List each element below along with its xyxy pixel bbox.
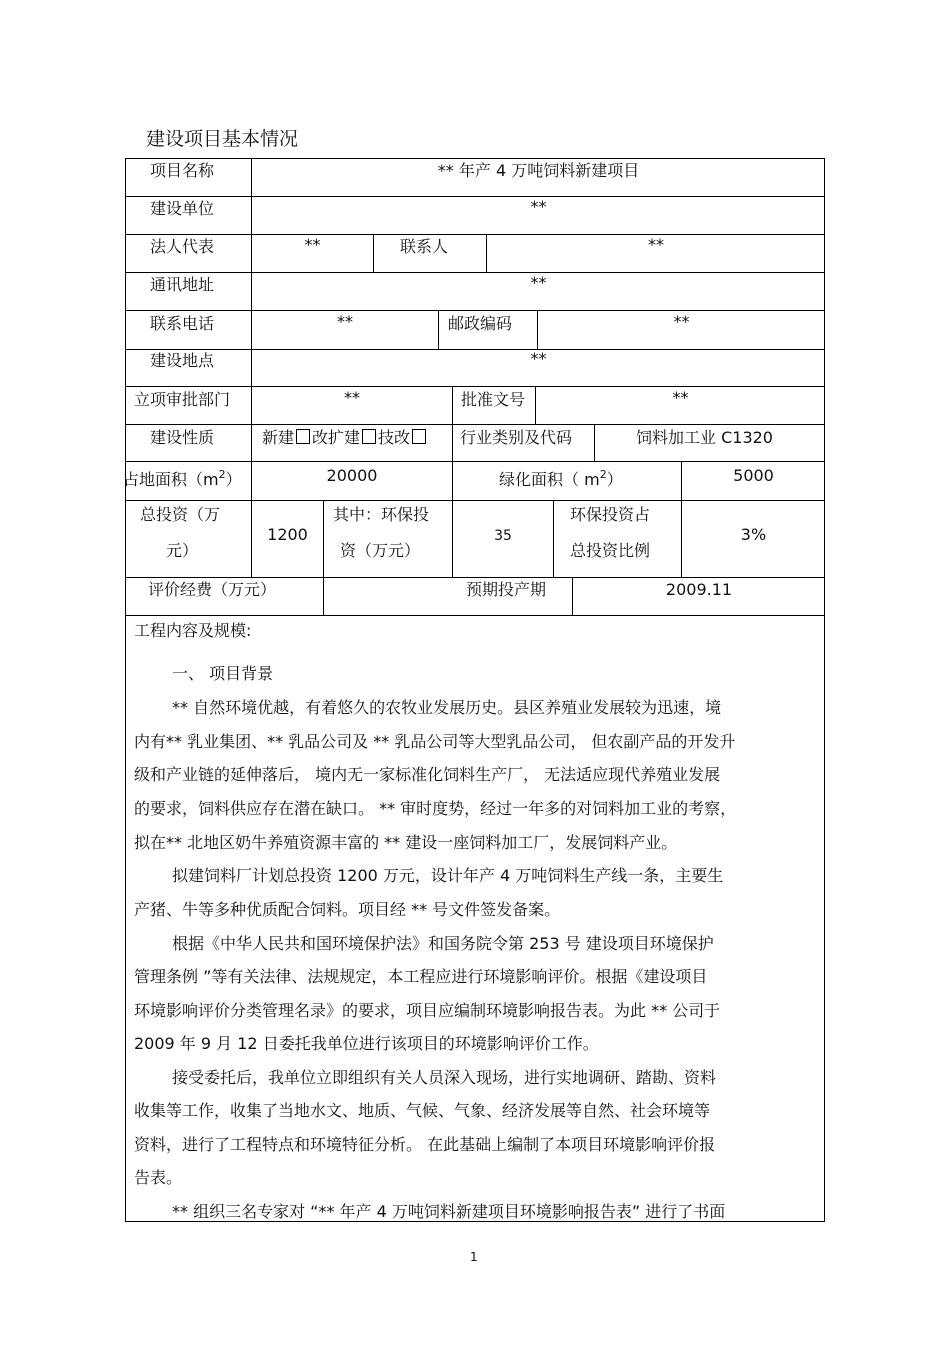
project-name-label: 项目名称 [150, 161, 215, 180]
table-rule [438, 310, 439, 349]
nature-options [262, 428, 428, 448]
industry-value: 饲料加工业 C1320 [636, 428, 773, 447]
paragraph-line: 拟在** 北地区奶牛养殖资源丰富的 ** 建设一座饲料加工厂，发展饲料产业。 [134, 833, 678, 852]
table-rule [452, 386, 453, 577]
env-ratio-label-2: 总投资比例 [570, 541, 651, 560]
builder-label: 建设单位 [150, 199, 215, 218]
paragraph-line: 拟建饲料厂计划总投资 1200 万元，设计年产 4 万吨饲料生产线一条，主要生 [172, 866, 724, 885]
legal-rep-value: ** [304, 235, 321, 254]
address-value: ** [530, 273, 547, 292]
nature-label: 建设性质 [150, 428, 215, 447]
industry-label: 行业类别及代码 [460, 428, 573, 447]
approval-doc-label: 批准文号 [461, 390, 526, 409]
address-label: 通讯地址 [150, 275, 215, 294]
eval-fee-label: 评价经费（万元） [148, 580, 277, 599]
legal-rep-label: 法人代表 [150, 237, 215, 256]
production-value: 2009.11 [665, 580, 733, 599]
paragraph-line: 收集等工作，收集了当地水文、地质、气候、气象、经济发展等自然、社会环境等 [134, 1101, 711, 1120]
nature-new-label: 新建 [262, 428, 295, 447]
env-ratio-value: 3% [740, 525, 767, 544]
phone-label: 联系电话 [150, 314, 215, 333]
paragraph-line: 级和产业链的延伸落后， 境内无一家标准化饲料生产厂， 无法适应现代养殖业发展 [134, 765, 721, 784]
project-name-value: ** 年产 4 万吨饲料新建项目 [437, 161, 640, 180]
paragraph-line: ** 组织三名专家对 “** 年产 4 万吨饲料新建项目环境影响报告表” 进行了书面 [172, 1202, 726, 1221]
site-value: ** [530, 349, 547, 368]
paragraph-line: 内有** 乳业集团、** 乳品公司及 ** 乳品公司等大型乳品公司， 但农副产品的开发升 [134, 732, 736, 751]
paragraph-line: 告表。 [134, 1168, 183, 1187]
land-area-value: 20000 [326, 466, 378, 485]
table-rule [125, 577, 825, 578]
production-label: 预期投产期 [466, 580, 547, 599]
land-area-label: 占地面积$(m^2)$ [123, 468, 242, 489]
contact-label: 联系人 [400, 237, 449, 256]
site-label: 建设地点 [150, 351, 215, 370]
section-heading: 建设项目基本情况 [146, 128, 299, 150]
section-title: 一、 项目背景 [172, 664, 274, 683]
table-rule [553, 500, 554, 577]
table-rule [125, 386, 825, 387]
postcode-label: 邮政编码 [448, 314, 513, 333]
table-rule [125, 310, 825, 311]
env-invest-label-2: 资（万元） [340, 541, 421, 560]
paragraph-line: 根据《中华人民共和国环境保护法》和国务院令第 253 号 建设项目环境保护 [172, 934, 714, 953]
table-rule [323, 500, 324, 615]
builder-value: ** [530, 197, 547, 216]
table-rule [373, 234, 374, 272]
nature-rebuild-label: 改扩建 [312, 428, 361, 447]
paragraph-line: 2009 年 9 月 12 日委托我单位进行该项目的环境影响评价工作。 [134, 1034, 599, 1053]
total-invest-label: 总投资（万 [140, 505, 221, 524]
approval-dept-value: ** [344, 388, 360, 407]
table-rule [125, 461, 825, 462]
content-title: 工程内容及规模: [134, 621, 252, 640]
total-invest-label-2: 元） [166, 541, 199, 560]
page-number: 1 [470, 1250, 478, 1264]
table-rule [125, 615, 825, 616]
nature-tech-label: 技改 [378, 428, 411, 447]
paragraph-line: 管理条例 ”等有关法律、法规规定，本工程应进行环境影响评价。根据《建设项目 [134, 967, 708, 986]
table-rule [125, 424, 825, 425]
env-ratio-label: 环保投资占 [570, 505, 651, 524]
paragraph-line: 的要求，饲料供应存在潜在缺口。 ** 审时度势，经过一年多的对饲料加工业的考察， [134, 799, 737, 818]
total-invest-value: 1200 [267, 525, 308, 544]
approval-dept-label: 立项审批部门 [134, 390, 231, 409]
paragraph-line: ** 自然环境优越，有着悠久的农牧业发展历史。县区养殖业发展较为迅速，境 [172, 698, 722, 717]
approval-doc-value: ** [672, 388, 689, 407]
env-invest-label: 其中：环保投 [333, 505, 430, 524]
paragraph-line: 资料，进行了工程特点和环境特征分析。 在此基础上编制了本项目环境影响评价报 [134, 1135, 716, 1154]
checkbox-rebuild[interactable] [362, 429, 376, 444]
postcode-value: ** [673, 312, 690, 331]
green-area-label: 绿化面积（ $m^2$） [499, 468, 623, 489]
paragraph-line: 产猪、牛等多种优质配合饲料。项目经 ** 号文件签发备案。 [134, 900, 561, 919]
checkbox-tech[interactable] [412, 429, 426, 444]
phone-value: ** [337, 312, 353, 331]
contact-value: ** [648, 235, 664, 254]
paragraph-line: 接受委托后，我单位立即组织有关人员深入现场，进行实地调研、踏勘、资料 [172, 1068, 717, 1087]
table-rule [125, 500, 825, 501]
paragraph-line: 环境影响评价分类管理名录》的要求，项目应编制环境影响报告表。为此 ** 公司于 [134, 1001, 721, 1020]
checkbox-new[interactable] [296, 429, 310, 444]
green-area-value: 5000 [733, 466, 774, 485]
table-rule [594, 424, 595, 461]
env-invest-value: 35 [494, 528, 512, 544]
